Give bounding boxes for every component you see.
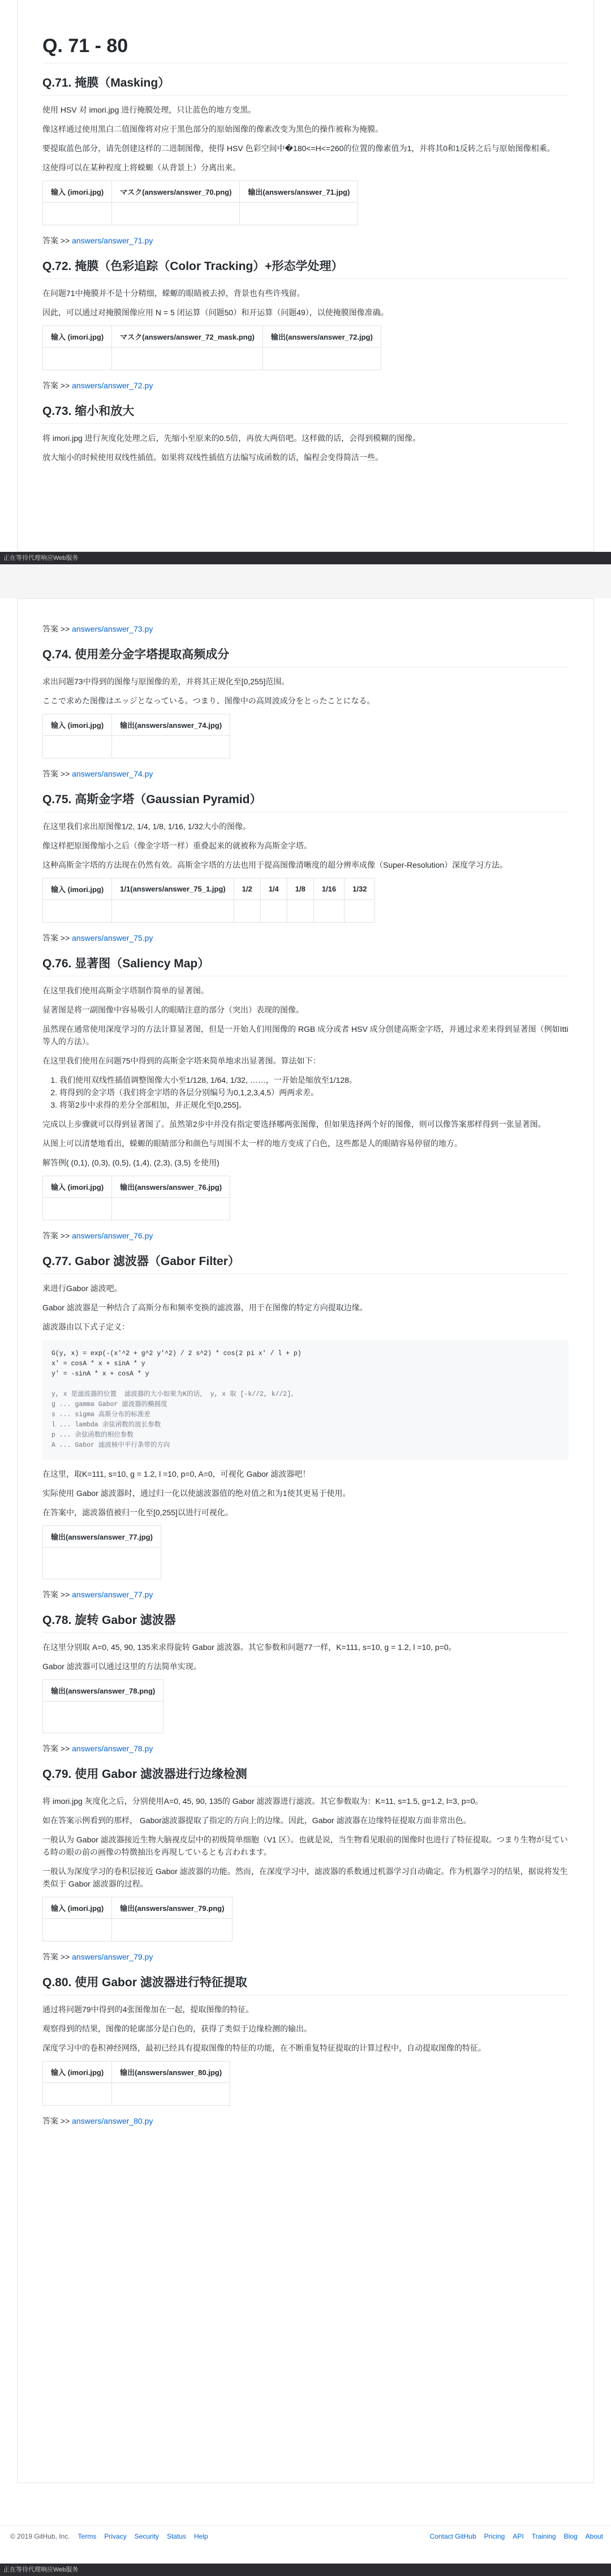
paragraph: 这使得可以在某种程度上将蝾螈（从背景上）分离出来。 — [42, 163, 240, 172]
page-title: Q. 71 - 80 — [42, 35, 569, 63]
image-table-q71 — [42, 181, 358, 225]
answer-prefix: 答案 >> — [42, 769, 72, 778]
footer-link-security[interactable]: Security — [134, 2532, 159, 2540]
answer-link-q78[interactable]: answers/answer_78.py — [72, 1744, 153, 1753]
image-cell — [112, 900, 234, 923]
table-header: マスク(answers/answer_72_mask.png) — [112, 326, 263, 348]
code-comment: g ... gamma Gabor 滤波器的椭圆度 — [51, 1401, 167, 1408]
image-cell — [345, 900, 375, 923]
footer-link-contact[interactable]: Contact GitHub — [429, 2532, 476, 2540]
answer-prefix: 答案 >> — [42, 2116, 72, 2125]
paragraph: 观察得到的结果，图像的轮廓部分是白色的，获得了类似于边缘检测的输出。 — [42, 2024, 312, 2033]
image-cell — [240, 203, 358, 225]
answer-prefix: 答案 >> — [42, 1590, 72, 1599]
image-cell — [234, 900, 260, 923]
site-footer — [0, 2525, 611, 2548]
answer-prefix: 答案 >> — [42, 381, 72, 390]
paragraph: 在答案中，滤波器值被归一化至[0,255]以进行可视化。 — [42, 1508, 233, 1517]
paragraph: 显著图是将一副图像中容易吸引人的眼睛注意的部分（突出）表现的图像。 — [42, 1005, 304, 1014]
image-cell — [43, 1548, 161, 1579]
section-title-q72: Q.72. 掩膜（色彩追踪（Color Tracking）+形态学处理） — [42, 257, 569, 279]
table-header: 1/16 — [313, 878, 344, 900]
section-title-q79: Q.79. 使用 Gabor 滤波器进行边缘检测 — [42, 1765, 569, 1787]
code-line: y' = -sinA * x + cosA * y — [51, 1370, 149, 1378]
table-header: 输入 (imori.jpg) — [43, 714, 112, 736]
answer-prefix: 答案 >> — [42, 624, 72, 633]
footer-link-about[interactable]: About — [585, 2532, 603, 2540]
answer-prefix: 答案 >> — [42, 933, 72, 942]
paragraph: Gabor 滤波器是一种结合了高斯分布和频率变换的滤波器，用于在图像的特定方向提取边缘。 — [42, 1303, 368, 1312]
list-item: 3. 将第2步中求得的差分全部相加，并正规化至[0,255]。 — [59, 1099, 569, 1111]
code-line: x' = cosA * x + sinA * y — [51, 1360, 145, 1368]
image-cell — [263, 348, 381, 370]
footer-link-status[interactable]: Status — [166, 2532, 186, 2540]
image-cell — [313, 900, 344, 923]
footer-link-terms[interactable]: Terms — [78, 2532, 97, 2540]
table-header: 输出(answers/answer_71.jpg) — [240, 181, 358, 203]
image-cell — [43, 900, 112, 923]
table-header: 1/2 — [234, 878, 260, 900]
table-header: 1/8 — [287, 878, 313, 900]
footer-link-api[interactable]: API — [513, 2532, 524, 2540]
image-cell — [43, 203, 112, 225]
table-header: 输入 (imori.jpg) — [43, 878, 112, 900]
image-cell — [112, 736, 230, 758]
answer-prefix: 答案 >> — [42, 1952, 72, 1961]
paragraph: 在这里，取K=111, s=10, g = 1.2, l =10, p=0, A=0，可视化 Gabor 滤波器吧！ — [42, 1469, 311, 1478]
image-cell — [112, 348, 263, 370]
table-header: 输入 (imori.jpg) — [43, 1176, 112, 1198]
paragraph: 在问题71中掩膜并不是十分精细，蝾螈的眼睛被去掉，背景也有些许残留。 — [42, 289, 305, 298]
table-header: 输入 (imori.jpg) — [43, 2061, 112, 2083]
image-cell — [112, 1919, 233, 1941]
image-cell — [43, 1919, 112, 1941]
image-cell — [112, 2083, 230, 2106]
list-item: 2. 将得到的金字塔（我们将金字塔的各层分别编号为0,1,2,3,4,5）两两求差。 — [59, 1086, 569, 1099]
section-title-q75: Q.75. 高斯金字塔（Gaussian Pyramid） — [42, 790, 569, 812]
copyright: © 2019 GitHub, Inc. — [10, 2532, 70, 2540]
footer-link-pricing[interactable]: Pricing — [484, 2532, 505, 2540]
paragraph: ここで求めた图像はエッジとなっている。つまり、图像中の高周波成分をとったことになる。 — [42, 696, 375, 705]
paragraph: 从图上可以清楚地看出，蝾螈的眼睛部分和颜色与周围不太一样的地方变成了白色，这些都是人的眼睛容易停留的地方。 — [42, 1139, 462, 1148]
list-item: 1. 我们使用双线性插值调整图像大小至1/128, 1/64, 1/32, ……，一开始是缩放至1/128。 — [59, 1074, 569, 1086]
table-header: 输出(answers/answer_79.png) — [112, 1897, 233, 1919]
table-header: 输入 (imori.jpg) — [43, 326, 112, 348]
answer-line — [42, 623, 569, 635]
table-header: 输出(answers/answer_78.png) — [43, 1680, 163, 1701]
answer-prefix: 答案 >> — [42, 236, 72, 245]
table-header: 输出(answers/answer_72.jpg) — [263, 326, 381, 348]
image-cell — [43, 1701, 163, 1733]
page-gap — [0, 564, 611, 598]
image-cell — [260, 900, 287, 923]
paragraph: 在这里我们使用高斯金字塔制作简单的显著图。 — [42, 986, 209, 995]
answer-link-q76[interactable]: answers/answer_76.py — [72, 1231, 153, 1240]
answer-link-q72[interactable]: answers/answer_72.py — [72, 381, 153, 390]
code-comment: y, x 是滤波器的位置 滤波器的大小如果为K的话， y, x 取 [-k//2, k//2]。 — [51, 1391, 298, 1398]
image-table-q74 — [42, 714, 230, 758]
footer-link-help[interactable]: Help — [193, 2532, 208, 2540]
paragraph: 一般认为深度学习的卷积层接近 Gabor 滤波器的功能。然而，在深度学习中，滤波器的系数通过机器学习自动确定。作为机器学习的结果，据说将发生类似于 Gabor 滤波器的过程。 — [42, 1867, 568, 1888]
answer-line — [42, 2115, 569, 2127]
answer-line — [42, 234, 569, 247]
table-header: 输入 (imori.jpg) — [43, 181, 112, 203]
answer-link-q71[interactable]: answers/answer_71.py — [72, 236, 153, 245]
answer-prefix: 答案 >> — [42, 1231, 72, 1240]
answer-link-q79[interactable]: answers/answer_79.py — [72, 1952, 153, 1961]
section-title-q71: Q.71. 掩膜（Masking） — [42, 74, 569, 96]
section-title-q73: Q.73. 缩小和放大 — [42, 402, 569, 424]
code-comment: A ... Gabor 滤波核中平行条带的方向 — [51, 1442, 170, 1449]
paragraph: 要提取蓝色部分，请先创建这样的二进制图像，使得 HSV 色彩空间中�180<=H<=260的位置的像素值为1，并将其0和1反转之后与原始图像相乘。 — [42, 144, 555, 153]
paragraph: 在这里我们使用在问题75中得到的高斯金字塔来简单地求出显著图。算法如下： — [42, 1056, 321, 1065]
answer-line — [42, 932, 569, 944]
section-title-q74: Q.74. 使用差分金字塔提取高频成分 — [42, 645, 569, 667]
footer-link-training[interactable]: Training — [531, 2532, 556, 2540]
section-title-q76: Q.76. 显著图（Saliency Map） — [42, 954, 569, 976]
paragraph: 在这里我们求出原图像1/2, 1/4, 1/8, 1/16, 1/32大小的图像。 — [42, 822, 251, 831]
image-table-q80 — [42, 2061, 230, 2106]
paragraph: 滤波器由以下式子定义： — [42, 1322, 130, 1331]
paragraph: 来进行Gabor 滤波吧。 — [42, 1284, 122, 1293]
paragraph: 将 imori.jpg 灰度化之后，分别使用A=0, 45, 90, 135的 Gabor 滤波器进行滤波。其它参数取为：K=11, s=1.5, g=1.2, l=3, p=0。 — [42, 1797, 483, 1806]
table-header: 输出(answers/answer_76.jpg) — [112, 1176, 230, 1198]
paragraph: 如在答案示例看到的那样， Gabor滤波器提取了指定的方向上的边缘。因此，Gabor 滤波器在边缘特征提取方面非常出色。 — [42, 1816, 471, 1825]
paragraph: 使用 HSV 对 imori.jpg 进行掩膜处理，只让蓝色的地方变黑。 — [42, 105, 256, 114]
answer-link-q75[interactable]: answers/answer_75.py — [72, 933, 153, 942]
image-table-q75 — [42, 878, 375, 923]
image-table-q79 — [42, 1897, 233, 1941]
answer-line — [42, 1229, 569, 1242]
code-block — [42, 1340, 569, 1460]
section-title-q78: Q.78. 旋转 Gabor 滤波器 — [42, 1611, 569, 1633]
paragraph: Gabor 滤波器可以通过这里的方法简单实现。 — [42, 1662, 201, 1671]
image-table-q78 — [42, 1679, 163, 1733]
image-table-q76 — [42, 1176, 230, 1220]
footer-link-privacy[interactable]: Privacy — [104, 2532, 127, 2540]
paragraph: 虽然现在通常使用深度学习的方法计算显著图，但是一开始人们用图像的 RGB 成分或者 HSV 成分创建高斯金字塔，并通过求差来得到显著图（例如Itti等人的方法）。 — [42, 1025, 569, 1046]
code-comment: p ... 余弦函数的相位参数 — [51, 1431, 134, 1439]
paragraph: 这种高斯金字塔的方法现在仍然有效。高斯金字塔的方法也用于提高图像清晰度的超分辨率成像（Super-Resolution）深度学习方法。 — [42, 860, 508, 869]
paragraph: 解答例( (0,1), (0,3), (0,5), (1,4), (2,3), (3,5) を使用) — [42, 1158, 220, 1167]
paragraph: 像这样把原图像缩小之后（像金字塔一样）重叠起来的就被称为高斯金字塔。 — [42, 841, 312, 850]
image-cell — [43, 736, 112, 758]
answer-line — [42, 1742, 569, 1755]
answer-link-q74[interactable]: answers/answer_74.py — [72, 769, 153, 778]
content-card-2 — [17, 598, 594, 2483]
paragraph: 深度学习中的卷积神经网络，最初已经具有提取图像的特征的功能，在不断重复特征提取的计算过程中，自动提取图像的特征。 — [42, 2043, 486, 2052]
image-cell — [287, 900, 313, 923]
code-comment: s ... sigma 高斯分布的标准差 — [51, 1411, 150, 1418]
answer-link-q80[interactable]: answers/answer_80.py — [72, 2116, 153, 2125]
paragraph: 像这样通过使用黑白二值图像将对应于黑色部分的原始图像的像素改变为黑色的操作被称为掩膜。 — [42, 125, 383, 134]
content-card-1 — [17, 0, 594, 552]
answer-line — [42, 768, 569, 780]
answer-link-q73[interactable]: answers/answer_73.py — [72, 624, 153, 633]
table-header: 输出(answers/answer_74.jpg) — [112, 714, 230, 736]
image-table-q77 — [42, 1525, 161, 1579]
paragraph: 在这里分别取 A=0, 45, 90, 135来求得旋转 Gabor 滤波器。其它参数和问题77一样，K=111, s=10, g = 1.2, l =10, p=0。 — [42, 1643, 457, 1652]
paragraph: 完成以上步骤就可以得到显著图了。虽然第2步中并没有指定要选择哪两张图像，但如果选择两个好的图像，则可以像答案那样得到一张显著图。 — [42, 1120, 546, 1129]
paragraph: 因此，可以通过对掩膜图像应用 N = 5 闭运算（问题50）和开运算（问题49），以使掩膜图像准确。 — [42, 308, 389, 317]
footer-link-blog[interactable]: Blog — [563, 2532, 578, 2540]
table-header: 1/32 — [345, 878, 375, 900]
table-header: マスク(answers/answer_70.png) — [112, 181, 240, 203]
answer-line — [42, 379, 569, 392]
paragraph: 一般认为 Gabor 滤波器接近生物大脑视皮层中的初级简单细胞（V1 区）。也就是说，当生物看见眼前的图像时也进行了特征提取。つまり生物が見ている時の眼の前の画像の特徴抽出を再現しているとも言われます。 — [42, 1835, 568, 1857]
table-header: 输出(answers/answer_77.jpg) — [43, 1526, 161, 1548]
footer-right-links — [430, 2532, 603, 2540]
section-title-q80: Q.80. 使用 Gabor 滤波器进行特征提取 — [42, 1973, 569, 1995]
answer-link-q77[interactable]: answers/answer_77.py — [72, 1590, 153, 1599]
image-cell — [43, 2083, 112, 2106]
image-cell — [112, 203, 240, 225]
status-bar-bottom: 正在等待代理响应Web服务 — [0, 2564, 611, 2576]
algorithm-list — [59, 1074, 569, 1111]
status-bar: 正在等待代理响应Web服务 — [0, 552, 611, 564]
table-header: 输出(answers/answer_80.jpg) — [112, 2061, 230, 2083]
paragraph: 放大缩小的时候使用双线性插值。如果将双线性插值方法编写成函数的话，编程会变得简洁一些。 — [42, 453, 383, 462]
table-header: 输入 (imori.jpg) — [43, 1897, 112, 1919]
image-cell — [112, 1198, 230, 1220]
paragraph: 将 imori.jpg 进行灰度化处理之后，先缩小至原来的0.5倍，再放大两倍吧。这样做的话，会得到模糊的图像。 — [42, 434, 421, 443]
code-comment: l ... lambda 余弦函数的波长参数 — [51, 1421, 161, 1429]
image-cell — [43, 1198, 112, 1220]
paragraph: 实际使用 Gabor 滤波器时，通过归一化以使滤波器值的绝对值之和为1使其更易于使用。 — [42, 1489, 351, 1498]
footer-left-links — [10, 2532, 208, 2540]
answer-prefix: 答案 >> — [42, 1744, 72, 1753]
table-header: 1/1(answers/answer_75_1.jpg) — [112, 878, 234, 900]
paragraph: 通过将问题79中得到的4张图像加在一起，提取图像的特征。 — [42, 2005, 254, 2014]
answer-line — [42, 1951, 569, 1963]
image-cell — [43, 348, 112, 370]
paragraph: 求出问题73中得到的图像与原图像的差，并将其正规化至[0,255]范围。 — [42, 677, 290, 686]
image-table-q72 — [42, 325, 381, 370]
table-header: 1/4 — [260, 878, 287, 900]
code-line: G(y, x) = exp(-(x'^2 + g^2 y'^2) / 2 s^2) * cos(2 pi x' / l + p) — [51, 1350, 302, 1357]
section-title-q77: Q.77. Gabor 滤波器（Gabor Filter） — [42, 1252, 569, 1274]
answer-line — [42, 1588, 569, 1601]
